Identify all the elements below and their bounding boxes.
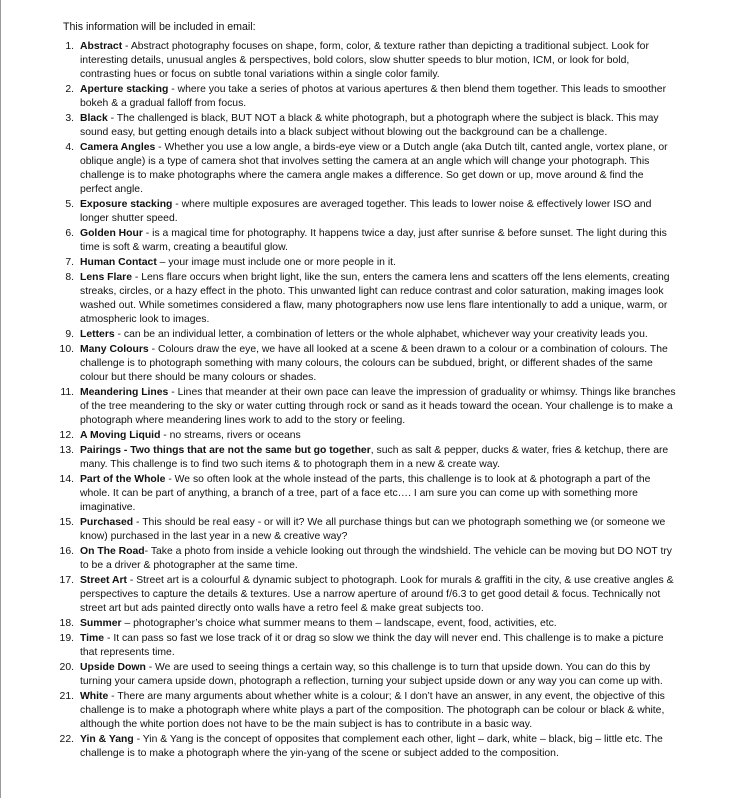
list-item xyxy=(1,444,734,472)
list-item xyxy=(1,256,734,270)
item-number: 17. xyxy=(59,575,74,586)
item-description: Street art is a colourful & dynamic subject to photograph. Look for murals & graffiti in the city, & use creative angles & perspectives to capture the details & textures. Use a narrow aperture of around f/6.3 to get good detail & focus. Technically not street art but ads painted directly onto walls have a retro feel & make great subjects too. xyxy=(80,575,674,614)
item-number: 20. xyxy=(59,662,74,673)
list-item xyxy=(1,40,734,82)
item-term: Summer xyxy=(80,618,122,629)
list-item xyxy=(1,733,734,761)
item-term: Lens Flare xyxy=(80,272,132,283)
item-separator: - xyxy=(168,387,178,398)
item-description: can be an individual letter, a combination of letters or the whole alphabet, whichever way your creativity leads you. xyxy=(123,329,648,340)
item-number: 19. xyxy=(59,633,74,644)
item-description: The challenged is black, BUT NOT a black & white photograph, but a photograph where the subject is black. This may sound easy, but getting enough details into a black subject without blowing out the background can be a challenge. xyxy=(80,113,659,138)
item-description: Colours draw the eye, we have all looked at a scene & been drawn to a colour or a combination of colours. The challenge is to photograph something with many colours, the colours can be subdued, bright, or different shades of the same colour but there should be many colours or shades. xyxy=(80,344,668,383)
item-separator: - xyxy=(160,430,170,441)
item-term: Abstract xyxy=(80,41,123,52)
item-term: Letters xyxy=(80,329,115,340)
item-separator: - xyxy=(165,474,175,485)
item-number: 21. xyxy=(59,691,74,702)
item-description: We are used to seeing things a certain way, so this challenge is to turn that upside down. You can do this by turning your camera upside down, photograph a reflection, turning your subject upside down or any way you can come up with. xyxy=(80,662,663,687)
list-item xyxy=(1,198,734,226)
item-number: 13. xyxy=(59,445,74,456)
item-separator: - xyxy=(168,84,178,95)
item-term: Yin & Yang xyxy=(80,734,134,745)
item-separator: - xyxy=(104,633,114,644)
list-item xyxy=(1,141,734,197)
item-term: Upside Down xyxy=(80,662,146,673)
item-term: Human Contact xyxy=(80,257,157,268)
item-number: 10. xyxy=(59,344,74,355)
list-item xyxy=(1,112,734,140)
item-description: photographer’s choice what summer means to them – landscape, event, food, activities, etc. xyxy=(133,618,557,629)
list-item xyxy=(1,574,734,616)
item-separator: - xyxy=(107,113,117,124)
item-number: 1. xyxy=(65,41,74,52)
item-number: 9. xyxy=(65,329,74,340)
item-term: Black xyxy=(80,113,108,124)
item-term: Many Colours xyxy=(80,344,149,355)
item-separator: - xyxy=(145,662,156,673)
item-description: It can pass so fast we lose track of it or drag so slow we think the day will never end. This challenge is to make a picture that represents time. xyxy=(80,633,664,658)
item-separator: - xyxy=(155,142,165,153)
item-separator: - xyxy=(122,41,131,52)
item-term: White xyxy=(80,691,109,702)
item-separator: - xyxy=(142,228,153,239)
item-separator: – xyxy=(156,257,169,268)
list-item xyxy=(1,617,734,631)
item-description: Take a photo from inside a vehicle looking out through the windshield. The vehicle can be moving but DO NOT try to be a driver & photographer at the same time. xyxy=(80,546,672,571)
item-number: 3. xyxy=(65,113,74,124)
item-number: 14. xyxy=(59,474,74,485)
item-term: A Moving Liquid xyxy=(80,430,161,441)
item-description: Lens flare occurs when bright light, like the sun, enters the camera lens and scatters off the lens elements, creating streaks, circles, or a hazy effect in the photo. This unwanted light can reduce contrast and color saturation, making images look washed out. While sometimes considered a flaw, many photographers now use lens flare intentionally to add a unique, warm, or atmospheric look to images. xyxy=(80,272,670,325)
list-item xyxy=(1,343,734,385)
item-number: 16. xyxy=(59,546,74,557)
intro-text: This information will be included in email: xyxy=(63,21,256,33)
item-separator: - xyxy=(148,344,158,355)
item-term: Meandering Lines xyxy=(80,387,169,398)
item-number: 5. xyxy=(65,199,74,210)
item-term: Part of the Whole xyxy=(80,474,166,485)
item-separator: - xyxy=(144,546,151,557)
item-separator: - xyxy=(108,691,118,702)
item-description: , such as salt & pepper, ducks & water, fries & ketchup, there are many. This challenge is to find two such items & to photograph them in a new & create way. xyxy=(80,445,669,470)
list-item xyxy=(1,429,734,443)
item-number: 15. xyxy=(59,517,74,528)
list-item xyxy=(1,386,734,428)
item-number: 7. xyxy=(65,257,74,268)
challenge-list xyxy=(1,40,734,762)
item-term: Aperture stacking xyxy=(80,84,169,95)
list-item xyxy=(1,227,734,255)
item-term: Exposure stacking xyxy=(80,199,173,210)
item-number: 11. xyxy=(60,387,74,398)
list-item xyxy=(1,545,734,573)
list-item xyxy=(1,516,734,544)
list-item xyxy=(1,690,734,732)
list-item xyxy=(1,271,734,327)
item-number: 8. xyxy=(65,272,74,283)
item-description: Yin & Yang is the concept of opposites that complement each other, light – dark, white – black, big – little etc. The challenge is to make a photograph where the yin-yang of the scene or subject added to the composition. xyxy=(80,734,663,759)
list-item xyxy=(1,328,734,342)
item-separator: - xyxy=(172,199,182,210)
item-description: Whether you use a low angle, a birds-eye view or a Dutch angle (aka Dutch tilt, canted angle, vortex plane, or oblique angle) is a type of camera shot that involves setting the camera at an angle which will change your photograph. This challenge is to make photographs where the camera angle makes a difference. So get down or up, move around & find the perfect angle. xyxy=(80,142,668,195)
list-item xyxy=(1,83,734,111)
item-number: 12. xyxy=(59,430,74,441)
item-description: no streams, rivers or oceans xyxy=(169,430,301,441)
list-item xyxy=(1,473,734,515)
item-number: 18. xyxy=(59,618,74,629)
list-item xyxy=(1,661,734,689)
item-number: 4. xyxy=(65,142,74,153)
item-separator: – xyxy=(121,618,134,629)
item-separator: - xyxy=(133,517,143,528)
item-description: This should be real easy - or will it? We all purchase things but can we photograph something we (or someone we know) purchased in the last year in a new & creative way? xyxy=(80,517,666,542)
item-separator: - xyxy=(131,272,142,283)
item-term: Time xyxy=(80,633,105,644)
item-term: Street Art xyxy=(80,575,127,586)
item-separator: - xyxy=(114,329,124,340)
item-description: There are many arguments about whether white is a colour; & I don’t have an answer, in any event, the objective of this challenge is to make a photograph where white plays a part of the composition. The photograph can be colour or black & white, although the white portion does not have to be the main subject is has to contribute in a basic way. xyxy=(80,691,665,730)
item-number: 22. xyxy=(59,734,74,745)
item-term: Purchased xyxy=(80,517,134,528)
item-separator: - xyxy=(126,575,137,586)
item-term: Camera Angles xyxy=(80,142,156,153)
item-number: 6. xyxy=(65,228,74,239)
item-description: We so often look at the whole instead of the parts, this challenge is to look at & photograph a part of the whole. It can be part of anything, a branch of a tree, part of a face etc…. I am sure you can come up with something more imaginative. xyxy=(80,474,651,513)
item-description: your image must include one or more people in it. xyxy=(168,257,396,268)
item-description: Lines that meander at their own pace can leave the impression of graduality or whimsy. Things like branches of the tree meandering to the sky or water cutting through rock or sand as it heads toward the ocean. Your challenge is to make a photograph where meandering lines work to add to the story or feeling. xyxy=(80,387,676,426)
item-description: where you take a series of photos at various apertures & then blend them together. This leads to smoother bokeh & a gradual falloff from focus. xyxy=(80,84,667,109)
item-description: is a magical time for photography. It happens twice a day, just after sunrise & before sunset. The light during this time is soft & warm, creating a beautiful glow. xyxy=(80,228,667,253)
item-term: Pairings - Two things that are not the same but go together xyxy=(80,445,371,456)
item-description: where multiple exposures are averaged together. This leads to lower noise & effectively lower ISO and longer shutter speed. xyxy=(80,199,652,224)
item-number: 2. xyxy=(65,84,74,95)
item-term: Golden Hour xyxy=(80,228,143,239)
item-description: Abstract photography focuses on shape, form, color, & texture rather than depicting a traditional subject. Look for interesting details, unusual angles & perspectives, bold colors, slow shutter speeds to blur motion, ICM, or look for bold, contrasting hues or focus on subtle tonal variations within a single color family. xyxy=(80,41,649,80)
item-term: On The Road xyxy=(80,546,145,557)
list-item xyxy=(1,632,734,660)
item-separator: - xyxy=(133,734,143,745)
